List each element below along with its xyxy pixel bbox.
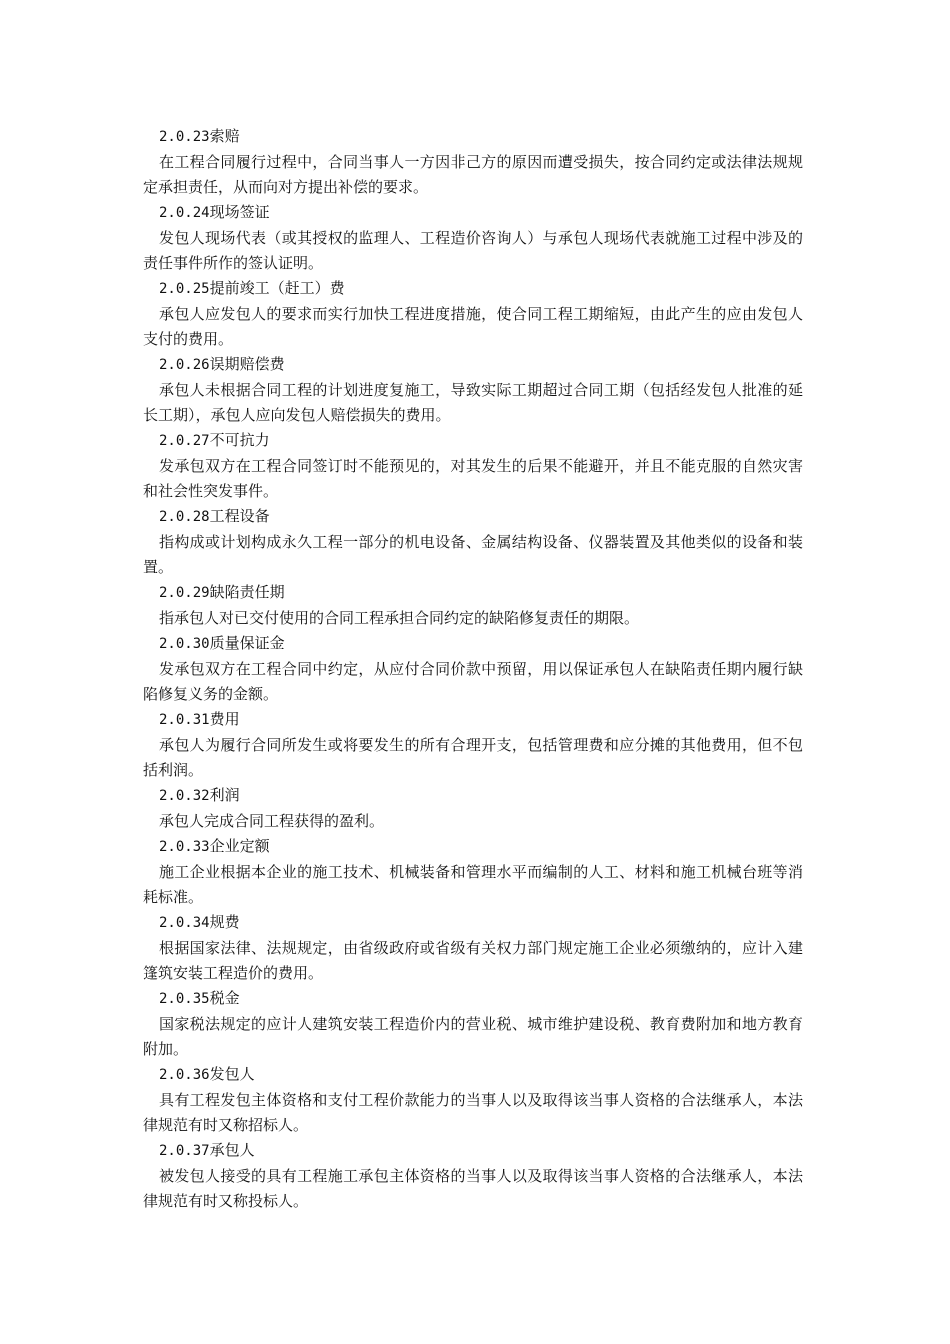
term-title: 规费	[209, 913, 240, 931]
term-definition: 承包人完成合同工程获得的盈利。	[159, 812, 385, 830]
term-definition: 根据国家法律、法规规定，由省级政府或省级有关权力部门规定施工企业必须缴纳的，应计入建篷筑安装工程造价的费用。	[143, 939, 803, 982]
term-heading	[143, 707, 803, 733]
term-definition: 被发包人接受的具有工程施工承包主体资格的当事人以及取得该当事人资格的合法继承人，本法律规范有时又称投标人。	[143, 1167, 803, 1210]
term-number: 2.0.34	[159, 915, 210, 931]
term-title: 税金	[209, 989, 240, 1007]
term-definition: 发承包双方在工程合同中约定，从应付合同价款中预留，用以保证承包人在缺陷责任期内履行缺陷修复义务的金额。	[143, 660, 803, 703]
term-title: 索赔	[209, 127, 240, 145]
term-heading	[143, 200, 803, 226]
term-definition: 国家税法规定的应计人建筑安装工程造价内的营业税、城市维护建设税、教育费附加和地方教育附加。	[143, 1015, 803, 1058]
term-number: 2.0.25	[159, 281, 210, 297]
term-number: 2.0.26	[159, 357, 210, 373]
term-number: 2.0.28	[159, 509, 210, 525]
term-number: 2.0.23	[159, 129, 210, 145]
term-heading	[143, 1138, 803, 1164]
term-heading	[143, 504, 803, 530]
term-definition: 承包人为履行合同所发生或将要发生的所有合理开支，包括管理费和应分摊的其他费用，但不包括利润。	[143, 736, 803, 779]
term-number: 2.0.32	[159, 788, 210, 804]
term-title: 缺陷责任期	[209, 583, 285, 601]
term-number: 2.0.36	[159, 1067, 210, 1083]
term-heading	[143, 580, 803, 606]
term-heading	[143, 276, 803, 302]
term-heading	[143, 986, 803, 1012]
term-number: 2.0.35	[159, 991, 210, 1007]
term-heading	[143, 1062, 803, 1088]
document-page	[143, 124, 803, 1214]
term-number: 2.0.37	[159, 1143, 210, 1159]
term-number: 2.0.33	[159, 839, 210, 855]
term-heading	[143, 783, 803, 809]
term-title: 利润	[209, 786, 240, 804]
term-title: 提前竣工（赶工）费	[209, 279, 345, 297]
term-heading	[143, 428, 803, 454]
term-heading	[143, 910, 803, 936]
term-title: 工程设备	[209, 507, 270, 525]
term-number: 2.0.31	[159, 712, 210, 728]
term-definition: 指承包人对已交付使用的合同工程承担合同约定的缺陷修复责任的期限。	[159, 609, 640, 627]
term-number: 2.0.29	[159, 585, 210, 601]
term-heading	[143, 834, 803, 860]
term-title: 费用	[209, 710, 240, 728]
term-heading	[143, 124, 803, 150]
term-definition: 指构成或计划构成永久工程一部分的机电设备、金属结构设备、仪器装置及其他类似的设备和装置。	[143, 533, 803, 576]
term-title: 不可抗力	[209, 431, 270, 449]
term-definition: 在工程合同履行过程中，合同当事人一方因非己方的原因而遭受损失，按合同约定或法律法规规定承担责任，从而向对方提出补偿的要求。	[143, 153, 803, 196]
term-definition: 承包人未根据合同工程的计划进度复施工，导致实际工期超过合同工期（包括经发包人批准的延长工期），承包人应向发包人赔偿损失的费用。	[143, 381, 803, 424]
term-title: 发包人	[209, 1065, 255, 1083]
term-number: 2.0.24	[159, 205, 210, 221]
term-title: 误期赔偿费	[209, 355, 285, 373]
term-heading	[143, 631, 803, 657]
term-number: 2.0.30	[159, 636, 210, 652]
term-title: 现场签证	[209, 203, 270, 221]
term-definition: 施工企业根据本企业的施工技术、机械装备和管理水平而编制的人工、材料和施工机械台班等消耗标准。	[143, 863, 803, 906]
term-number: 2.0.27	[159, 433, 210, 449]
term-title: 质量保证金	[209, 634, 285, 652]
term-definition: 承包人应发包人的要求而实行加快工程进度措施，使合同工程工期缩短，由此产生的应由发包人支付的费用。	[143, 305, 803, 348]
term-definition: 发包人现场代表（或其授权的监理人、工程造价咨询人）与承包人现场代表就施工过程中涉及的责任事件所作的签认证明。	[143, 229, 803, 272]
term-definition: 具有工程发包主体资格和支付工程价款能力的当事人以及取得该当事人资格的合法继承人，本法律规范有时又称招标人。	[143, 1091, 803, 1134]
term-title: 承包人	[209, 1141, 255, 1159]
term-title: 企业定额	[209, 837, 270, 855]
term-definition: 发承包双方在工程合同签订时不能预见的，对其发生的后果不能避开，并且不能克服的自然灾害和社会性突发事件。	[143, 457, 803, 500]
term-heading	[143, 352, 803, 378]
